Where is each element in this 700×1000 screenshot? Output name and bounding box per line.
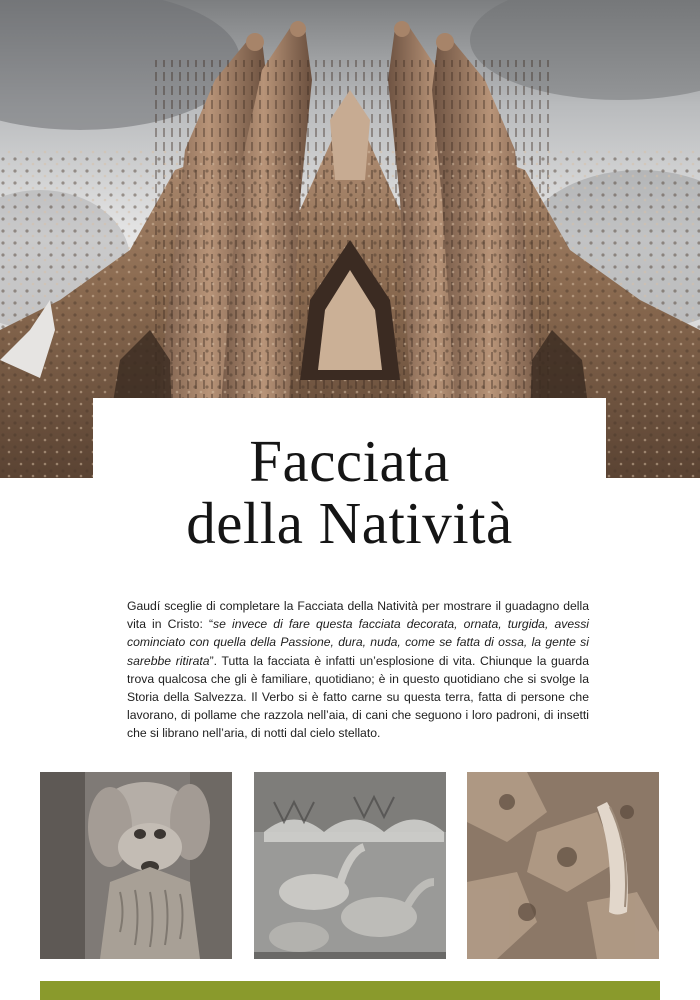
thumbnail-stone-detail xyxy=(467,772,659,959)
accent-bar xyxy=(40,981,660,1000)
body-rest: ”. Tutta la facciata è infatti un’esplosione di vita. Chiunque la guarda trova qualcosa che gli è familiare, quotidiano; è in questo quotidiano che si svolge la Storia della Salvezza. Il Verbo si è fatto carne su questa terra, fatta di persone che lavorano, di pollame che razzola nell’aia, di cani che seguono i loro padroni, di insetti che si librano nell’aria, di notti dal cielo stellato. xyxy=(127,653,589,741)
title-line-1: Facciata xyxy=(249,428,450,494)
body-paragraph xyxy=(127,597,589,743)
dog-sculpture-image xyxy=(40,772,232,959)
geese-sculpture-image xyxy=(254,772,446,959)
thumbnail-geese-sculpture xyxy=(254,772,446,959)
title-line-2: della Natività xyxy=(186,490,513,556)
body-quote: se invece di fare questa facciata decorata, ornata, turgida, avessi cominciato con quella della Passione, dura, nuda, come se fatta di ossa, la gente si sarebbe ritirata xyxy=(127,617,589,668)
body-intro: Gaudí sceglie di completare la Facciata della Natività per mostrare il guadagno della vita in Cristo: “ xyxy=(127,599,589,632)
thumbnail-dog-sculpture xyxy=(40,772,232,959)
stone-detail-image xyxy=(467,772,659,959)
page-title xyxy=(93,430,606,554)
